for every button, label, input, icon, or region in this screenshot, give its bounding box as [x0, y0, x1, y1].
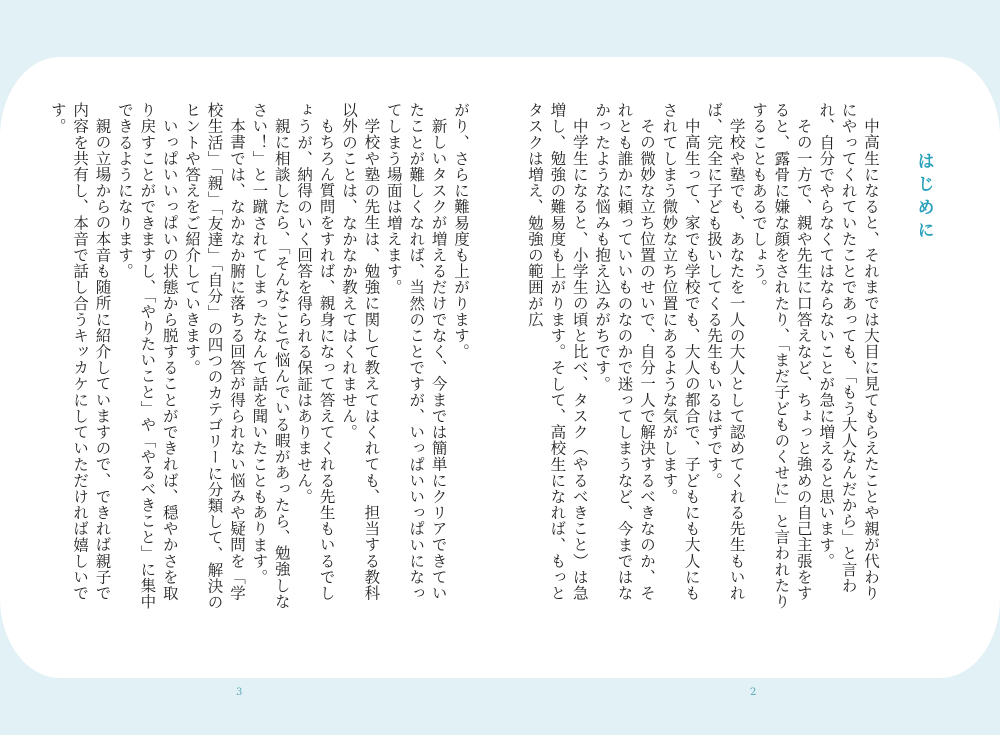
paragraph: 学校や塾の先生は、勉強に関して教えてはくれても、担当する教科以外のことは、なかなか教えてはくれません。 [339, 102, 381, 601]
paragraph-continued: がり、さらに難易度も上がります。 [452, 102, 470, 360]
paragraph: いっぱいいっぱいの状態から脱することができれば、穏やかさを取り戻すことができますし、「やりたいこと」や「やるべきこと」に集中できるようになります。 [115, 102, 179, 610]
paragraph: その一方で、親や先生に口答えなど、ちょっと強めの自己主張をすると、露骨に嫌な顔をされたり、「まだ子どものくせに」と言われたりすることもあるでしょう。 [749, 102, 813, 610]
left-page-body [42, 102, 472, 612]
page-number-right: 2 [750, 687, 757, 698]
chapter-heading: はじめに [913, 152, 934, 244]
paragraph: その微妙な立ち位置のせいで、自分一人で解決するべきなのか、それとも誰かに頼っていいものなのかで迷ってしまうなど、今まではなかったような悩みも抱え込みがちです。 [593, 102, 656, 602]
paragraph: 親の立場からの本音も随所に紹介していますので、できれば親子で内容を共有し、本音で話し合うキッカケにしていただければ嬉しいです。 [48, 102, 112, 602]
paragraph: 中高生って、家でも学校でも、大人の都合で、子どもにも大人にもされてしまう微妙な立ち位置にあるような気がします。 [660, 102, 701, 601]
paragraph: 本書では、なかなか腑に落ちる回答が得られない悩みや疑問を「学校生活」「親」「友達」「自分」の四つのカテゴリーに分類して、解決のヒントや答えをご紹介していきます。 [183, 102, 246, 611]
right-page [500, 57, 1000, 678]
paragraph: 中学生になると、小学生の頃と比べ、タスク（やるべきこと）は急増し、勉強の難易度も上がります。そして、高校生になれば、もっとタスクは増え、勉強の範囲が広 [525, 102, 589, 602]
paragraph: 学校や塾でも、あなたを一人の大人として認めてくれる先生もいれば、完全に子ども扱いしてくる先生もいるはずです。 [705, 102, 746, 601]
paragraph: もちろん質問をすれば、親身になって答えてくれる先生もいるでしょうが、納得のいく回答を得られる保証はありません。 [295, 102, 336, 601]
paragraph: 親に相談したら、「そんなことで悩んでいる暇があったら、勉強しなさい！」と一蹴されてしまったなんて話を聞いたこともあります。 [250, 102, 291, 609]
paragraph: 新しいタスクが増えるだけでなく、今までは簡単にクリアできていたことが難しくなれば、当然のことですが、いっぱいいっぱいになってしまう場面は増えます。 [384, 102, 448, 602]
right-page-body [522, 102, 882, 612]
left-page [0, 57, 500, 678]
paragraph: 中高生になると、それまでは大目に見てもらえたことや親が代わりにやってくれていたことであっても、「もう大人なんだから」と言われ、自分でやらなくてはならないことが急に増えると思います。 [817, 102, 880, 601]
page-number-left: 3 [236, 687, 243, 698]
